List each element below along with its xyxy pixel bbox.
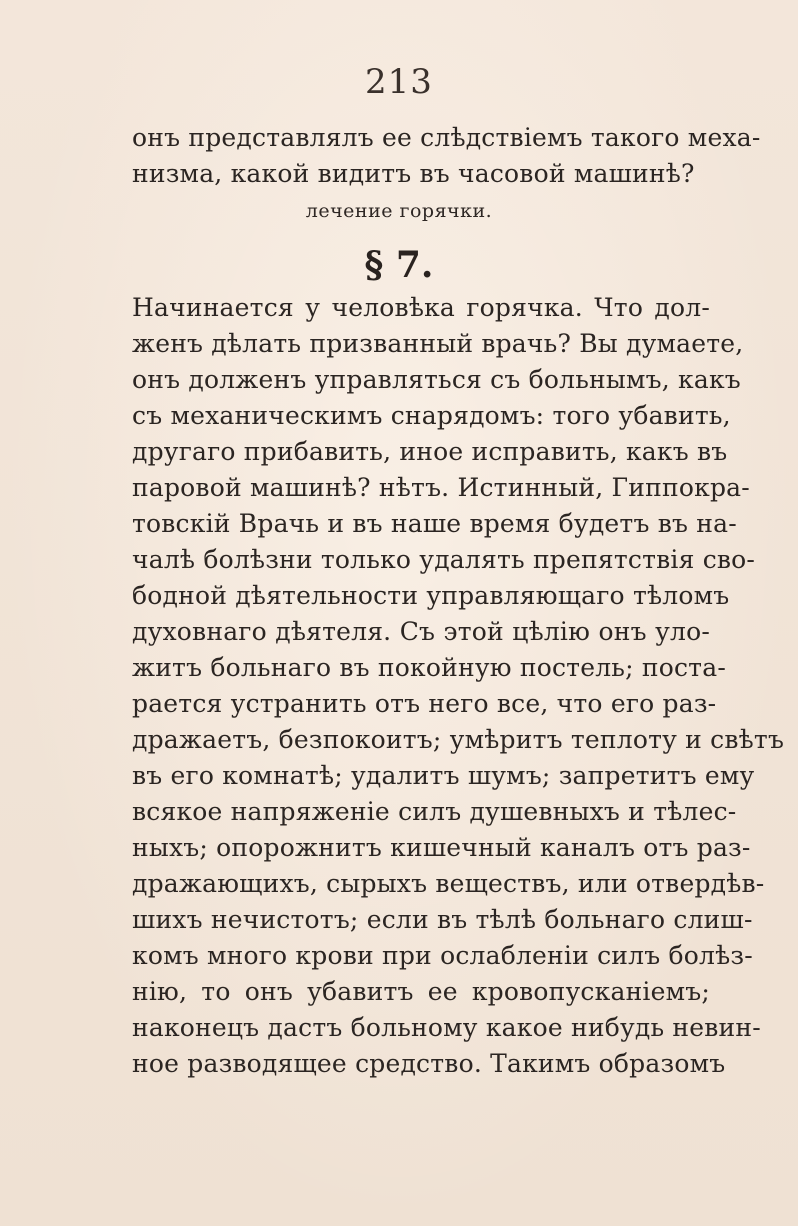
text-line: ное разводящее средство. Такимъ образомъ [132, 1049, 726, 1078]
text-line: Начинается у человѣка горячка. Что дол- [132, 293, 710, 322]
text-line: товскій Врачь и въ наше время будетъ въ на- [132, 509, 737, 538]
text-line: рается устранить отъ него все, что его раз- [132, 689, 717, 718]
continued-paragraph [132, 120, 761, 192]
text-line: дражаетъ, безпокоитъ; умѣритъ теплоту и свѣтъ [132, 725, 785, 754]
text-line: ныхъ; опорожнитъ кишечный каналъ отъ раз- [132, 833, 751, 862]
text-line: другаго прибавить, иное исправить, какъ въ [132, 437, 728, 466]
text-line: бодной дѣятельности управляющаго тѣломъ [132, 581, 730, 610]
text-line: духовнаго дѣятеля. Съ этой цѣлію онъ уло- [132, 617, 710, 646]
text-line: онъ представлялъ ее слѣдствіемъ такого меха- [132, 123, 761, 152]
text-line: комъ много крови при ослабленіи силъ болѣз- [132, 941, 753, 970]
text-line: паровой машинѣ? нѣтъ. Истинный, Гиппокра- [132, 473, 750, 502]
section-number: § 7. [364, 244, 434, 286]
text-line: шихъ нечистотъ; если въ тѣлѣ больнаго слиш- [132, 905, 753, 934]
text-line: женъ дѣлать призванный врачь? Вы думаете, [132, 329, 744, 358]
page-number: 213 [365, 62, 433, 102]
text-line: онъ долженъ управляться съ больнымъ, какъ [132, 365, 741, 394]
text-line: нію, то онъ убавитъ ее кровопусканіемъ; [132, 977, 710, 1006]
section-heading: лечение горячки. [305, 200, 493, 222]
text-line: житъ больнаго въ покойную постель; поста- [132, 653, 726, 682]
text-line: съ механическимъ снарядомъ: того убавить, [132, 401, 731, 430]
section-body [132, 290, 785, 1082]
text-line: низма, какой видитъ въ часовой машинѣ? [132, 159, 695, 188]
text-line: всякое напряженіе силъ душевныхъ и тѣлес- [132, 797, 737, 826]
text-line: наконецъ дастъ больному какое нибудь невин- [132, 1013, 761, 1042]
text-line: дражающихъ, сырыхъ веществъ, или отвердѣв- [132, 869, 765, 898]
text-line: чалѣ болѣзни только удалять препятствія сво- [132, 545, 756, 574]
text-line: въ его комнатѣ; удалитъ шумъ; запретитъ ему [132, 761, 755, 790]
